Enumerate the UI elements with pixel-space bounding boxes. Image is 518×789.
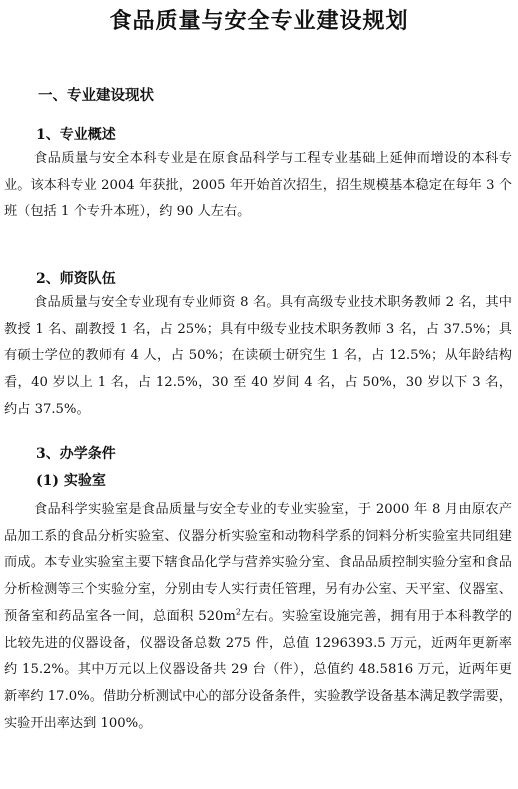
- subheading-conditions: 3、办学条件: [36, 446, 116, 462]
- paragraph-faculty: 食品质量与安全专业现有专业师资 8 名。具有高级专业技术职务教师 2 名，其中教授 1 名、副教授 1 名，占 25%；具有中级专业技术职务教师 3 名，占 37.5%；具有硕士学位的教师有 4 人，占 50%；在读硕士研究生 1 名，占 12.5%；从年龄结构看，40 岁以上 1 名，占 12.5%，30 至 40 岁间 4 名，占 50%，30 岁以下 3 名，约占 37.5%。: [4, 295, 512, 417]
- section-heading-current-status: 一、专业建设现状: [38, 87, 154, 104]
- area-unit-superscript: 2: [235, 607, 242, 617]
- laboratory-text-part2: 左右。实验室设施完善，拥有用于本科教学的比较先进的仪器设备，仪器设备总数 275 件，总值 1296393.5 万元，近两年更新率约 15.2%。其中万元以上仪器设备共 29 台（件），总值约 48.5816 万元，近两年更新率约 17.0%。借助分析测试中心的部分设备条件，实验教学设备基本满足教学需要，实验开出率达到 100%。: [4, 608, 512, 731]
- document-title: 食品质量与安全专业建设规划: [109, 8, 409, 34]
- subheading-laboratory: (1) 实验室: [36, 473, 106, 489]
- subheading-overview: 1、专业概述: [36, 127, 116, 143]
- paragraph-laboratory: [4, 497, 512, 737]
- laboratory-text-part1: 食品科学实验室是食品质量与安全专业的专业实验室，于 2000 年 8 月由原农产品加工系的食品分析实验室、仪器分析实验室和动物科学系的饲料分析实验室共同组建而成。本专业实验室主要下辖食品化学与营养实验分室、食品品质控制实验分室和食品分析检测等三个实验分室，分别由专人实行责任管理，另有办公室、天平室、仪器室、预备室和药品室各一间，总面积 520m: [4, 502, 512, 624]
- subheading-faculty: 2、师资队伍: [36, 271, 116, 287]
- paragraph-overview: 食品质量与安全本科专业是在原食品科学与工程专业基础上延伸而增设的本科专业。该本科专业 2004 年获批，2005 年开始首次招生，招生规模基本稳定在每年 3 个班（包括 1 个专升本班），约 90 人左右。: [4, 151, 512, 220]
